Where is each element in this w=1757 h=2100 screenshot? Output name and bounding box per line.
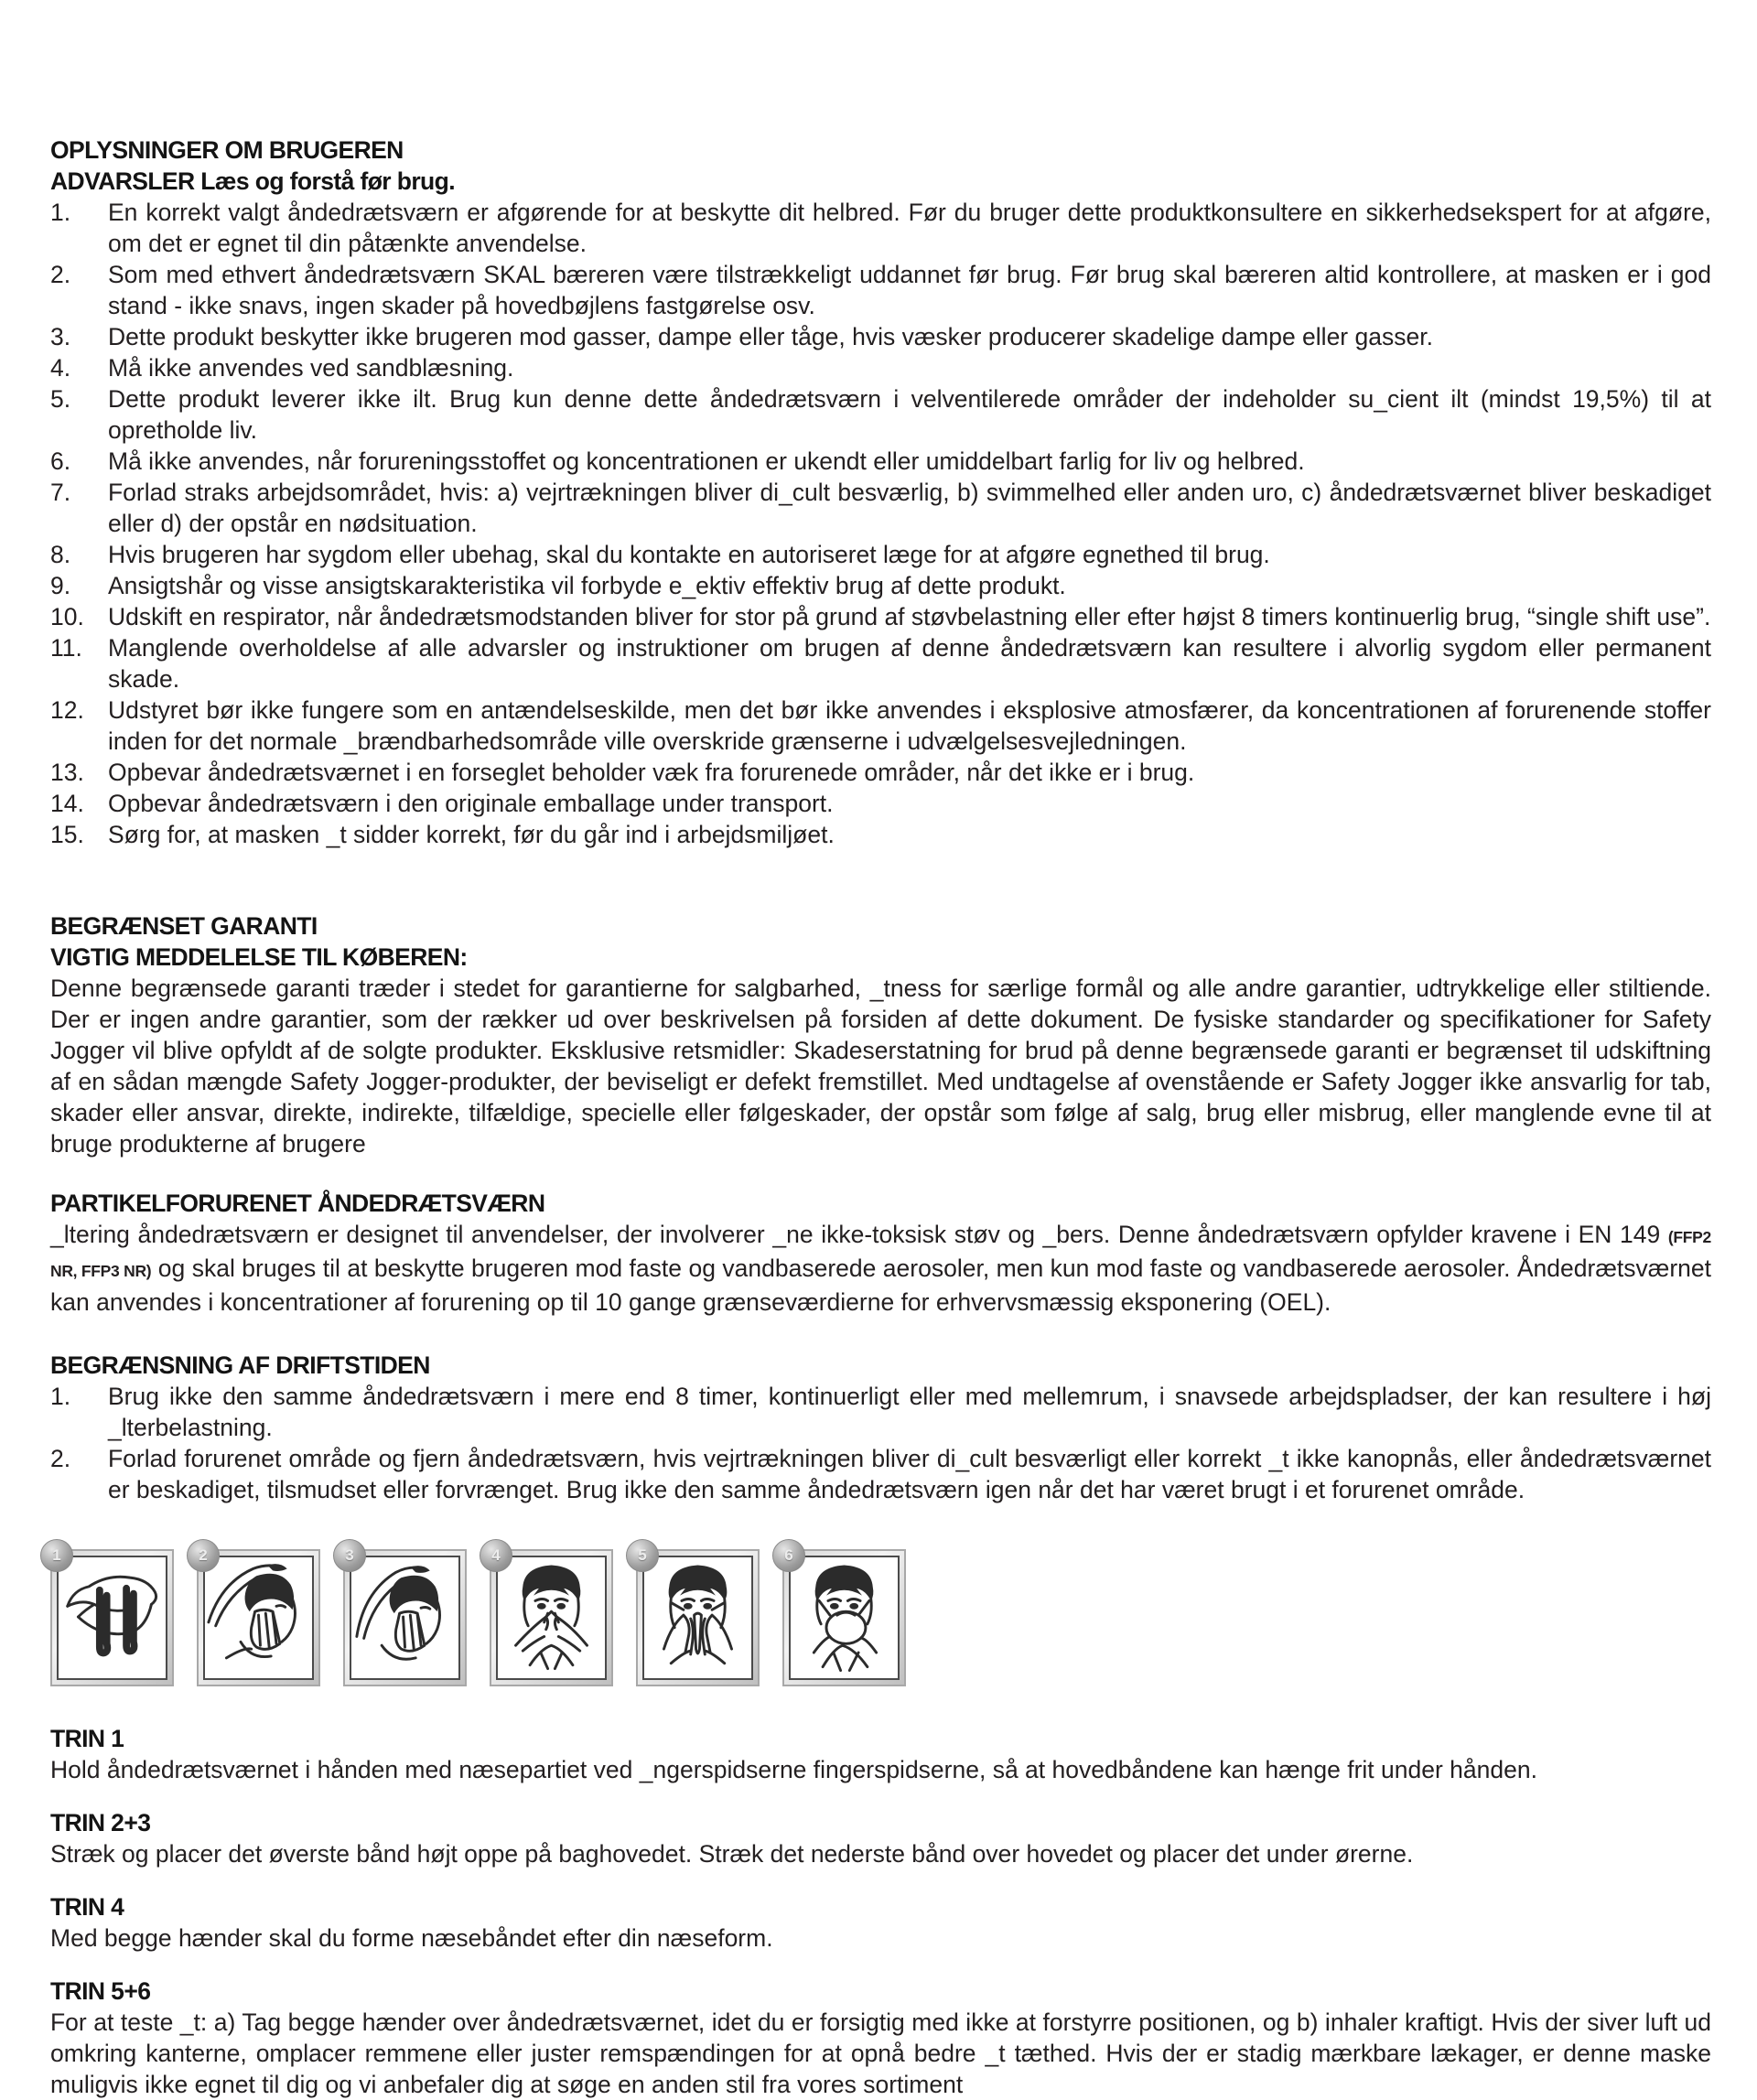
step-number-badge: 5 xyxy=(626,1539,659,1572)
list-item-text: Forlad straks arbejdsområdet, hvis: a) vejrtrækningen bliver di_cult besværlig, b) svimmelhed eller anden uro, c) åndedrætsværnet bliver beskadiget eller d) der opstår en nødsituation. xyxy=(108,479,1711,537)
list-item-number: 6. xyxy=(50,447,71,475)
list-item xyxy=(50,197,1711,259)
list-item xyxy=(50,788,1711,819)
warranty-subheading: VIGTIG MEDDELELSE TIL KØBEREN: xyxy=(50,943,468,971)
figure-step-6 xyxy=(782,1546,906,1686)
warnings-list xyxy=(50,197,1711,850)
list-item-number: 15. xyxy=(50,821,84,848)
list-item xyxy=(50,477,1711,539)
figure-step-4 xyxy=(490,1546,613,1686)
section-limitation xyxy=(50,1350,1711,1505)
step-number-badge: 4 xyxy=(480,1539,512,1572)
list-item-number: 1. xyxy=(50,1383,71,1410)
document-page xyxy=(50,135,1711,2100)
limitation-list xyxy=(50,1381,1711,1505)
trin-4-heading: TRIN 4 xyxy=(50,1893,124,1921)
list-item-text: Forlad forurenet område og fjern åndedrætsværn, hvis vejrtrækningen bliver di_cult besværligt eller korrekt _t ikke kanopnås, eller åndedrætsværnet er beskadiget, tilsmudset eller forvrænget. Brug ikke den samme åndedrætsværn igen når det har været brugt i et forurenet område. xyxy=(108,1445,1711,1503)
pull-bottom-strap-icon xyxy=(351,1557,458,1678)
list-item-number: 2. xyxy=(50,1445,71,1472)
trin-2-3-heading: TRIN 2+3 xyxy=(50,1809,151,1836)
list-item xyxy=(50,321,1711,352)
figure-step-1 xyxy=(50,1546,174,1686)
list-item-text: Hvis brugeren har sygdom eller ubehag, skal du kontakte en autoriseret læge for at afgøre egnethed til brug. xyxy=(108,541,1270,568)
list-item-text: Ansigtshår og visse ansigtskarakteristika vil forbyde e_ektiv effektiv brug af dette produkt. xyxy=(108,572,1066,599)
section-heading-user-info: OPLYSNINGER OM BRUGEREN xyxy=(50,136,404,164)
list-item-text: Sørg for, at masken _t sidder korrekt, før du går ind i arbejdsmiljøet. xyxy=(108,821,835,848)
step-number-badge: 2 xyxy=(187,1539,220,1572)
step-number-badge: 1 xyxy=(40,1539,73,1572)
trin-5-6-body: For at teste _t: a) Tag begge hænder over åndedrætsværnet, idet du er forsigtig med ikke at forstyrre positionen, og b) inhaler kraftigt. Hvis der siver luft ud omkring kanterne, omplacer remmene eller juster remspændingen for at opnå bedre _t tæthed. Hvis der er stadig mærkbare lækager, er denne maske muligvis ikke egnet til dig og vi anbefaler dig at søge en anden stil fra vores sortiment xyxy=(50,2008,1711,2098)
list-item xyxy=(50,601,1711,632)
pull-top-strap-icon xyxy=(205,1557,312,1678)
section-trin-1 xyxy=(50,1723,1711,1785)
list-item-number: 14. xyxy=(50,790,84,817)
section-particle xyxy=(50,1188,1711,1318)
warranty-heading: BEGRÆNSET GARANTI xyxy=(50,912,318,940)
list-item-number: 12. xyxy=(50,696,84,724)
trin-4-body: Med begge hænder skal du forme næsebåndet efter din næseform. xyxy=(50,1924,773,1952)
list-item xyxy=(50,383,1711,446)
list-item-number: 1. xyxy=(50,199,71,226)
list-item-text: Udskift en respirator, når åndedrætsmodstanden bliver for stor på grund af støvbelastning eller efter højst 8 timers kontinuerlig brug, “single shift use”. xyxy=(108,603,1711,630)
list-item xyxy=(50,695,1711,757)
trin-2-3-body: Stræk og placer det øverste bånd højt oppe på baghovedet. Stræk det nederste bånd over hovedet og placer det under ørerne. xyxy=(50,1840,1414,1868)
limitation-heading: BEGRÆNSNING AF DRIFTSTIDEN xyxy=(50,1352,430,1379)
particle-heading: PARTIKELFORURENET ÅNDEDRÆTSVÆRN xyxy=(50,1190,545,1217)
trin-5-6-heading: TRIN 5+6 xyxy=(50,1977,151,2005)
figure-step-2 xyxy=(197,1546,320,1686)
section-trin-4 xyxy=(50,1891,1711,1954)
list-item-text: Dette produkt beskytter ikke brugeren mod gasser, dampe eller tåge, hvis væsker producerer skadelige dampe eller gasser. xyxy=(108,323,1433,350)
particle-body xyxy=(50,1219,1711,1318)
list-item xyxy=(50,570,1711,601)
warranty-body: Denne begrænsede garanti træder i stedet for garantierne for salgbarhed, _tness for særlige formål og alle andre garantier, udtrykkelige eller stiltiende. Der er ingen andre garantier, som der rækker ud over beskrivelsen på forsiden af dette dokument. De fysiske standarder og specifikationer for Safety Jogger vil blive opfyldt af de solgte produkter. Eksklusive retsmidler: Skadeserstatning for brud på denne begrænsede garanti er begrænset til udskiftning af en sådan mængde Safety Jogger-produkter, der beviseligt er defekt fremstillet. Med undtagelse af ovenstående er Safety Jogger ikke ansvarlig for tab, skader eller ansvar, direkte, indirekte, tilfældige, specielle eller følgeskader, der opstår som følge af salg, brug eller misbrug, eller manglende evne til at bruge produkterne af brugere xyxy=(50,975,1711,1158)
list-item-text: Udstyret bør ikke fungere som en antændelseskilde, men det bør ikke anvendes i eksplosive atmosfærer, da koncentrationen af forurenende stoffer inden for det normale _brændbarhedsområde ville overskride grænserne i udvælgelsesvejledningen. xyxy=(108,696,1711,755)
list-item-number: 11. xyxy=(50,634,82,662)
list-item-text: Manglende overholdelse af alle advarsler og instruktioner om brugen af denne åndedrætsværn kan resultere i alvorlig sygdom eller permanent skade. xyxy=(108,634,1711,693)
list-item-number: 9. xyxy=(50,572,71,599)
list-item-number: 5. xyxy=(50,385,71,413)
list-item xyxy=(50,632,1711,695)
step-number-badge: 3 xyxy=(333,1539,366,1572)
particle-body-part1: _ltering åndedrætsværn er designet til anvendelser, der involverer _ne ikke-toksisk støv og _bers. Denne åndedrætsværn opfylder kravene i EN 149 xyxy=(50,1221,1668,1248)
list-item xyxy=(50,539,1711,570)
list-item xyxy=(50,1443,1711,1505)
pinch-noseband-icon xyxy=(498,1557,605,1678)
figure-step-3 xyxy=(343,1546,467,1686)
section-trin-2-3 xyxy=(50,1807,1711,1869)
section-trin-5-6 xyxy=(50,1976,1711,2100)
particle-body-part2: og skal bruges til at beskytte brugeren mod faste og vandbaserede aerosoler, men kun mod faste og vandbaserede aerosoler. Åndedrætsværnet kan anvendes i koncentrationer af forurening op til 10 gange grænseværdierne for erhvervsmæssig eksponering (OEL). xyxy=(50,1255,1711,1316)
list-item-number: 8. xyxy=(50,541,71,568)
list-item-number: 2. xyxy=(50,261,71,288)
check-seal-icon xyxy=(644,1557,751,1678)
list-item-number: 3. xyxy=(50,323,71,350)
mask-fitted-icon xyxy=(791,1557,898,1678)
list-item-text: Opbevar åndedrætsværnet i en forseglet beholder væk fra forurenede områder, når det ikke er i brug. xyxy=(108,759,1195,786)
step-number-badge: 6 xyxy=(772,1539,805,1572)
list-item xyxy=(50,259,1711,321)
trin-1-heading: TRIN 1 xyxy=(50,1725,124,1752)
en149-class-note: (FFP2 NR, FFP3 NR) xyxy=(50,1228,1711,1280)
list-item-text: Opbevar åndedrætsværn i den originale emballage under transport. xyxy=(108,790,834,817)
list-item-text: Må ikke anvendes, når forureningsstoffet og koncentrationen er ukendt eller umiddelbart farlig for liv og helbred. xyxy=(108,447,1305,475)
list-item-text: En korrekt valgt åndedrætsværn er afgørende for at beskytte dit helbred. Før du bruger dette produktkonsultere en sikkerhedsekspert for at afgøre, om det er egnet til din påtænkte anvendelse. xyxy=(108,199,1711,257)
list-item-text: Brug ikke den samme åndedrætsværn i mere end 8 timer, kontinuerligt eller med mellemrum, i snavsede arbejdspladser, der kan resultere i høj _lterbelastning. xyxy=(108,1383,1711,1441)
mask-in-hand-icon xyxy=(59,1557,166,1678)
list-item xyxy=(50,819,1711,850)
section-warranty xyxy=(50,910,1711,1159)
list-item-text: Må ikke anvendes ved sandblæsning. xyxy=(108,354,514,382)
list-item xyxy=(50,352,1711,383)
donning-steps-figures xyxy=(50,1546,1711,1703)
list-item-text: Som med ethvert åndedrætsværn SKAL bæreren være tilstrækkeligt uddannet før brug. Før brug skal bæreren altid kontrollere, at masken er i god stand - ikke snavs, ingen skader på hovedbøjlens fastgørelse osv. xyxy=(108,261,1711,319)
list-item xyxy=(50,757,1711,788)
list-item-number: 13. xyxy=(50,759,84,786)
trin-1-body: Hold åndedrætsværnet i hånden med næsepartiet ved _ngerspidserne fingerspidserne, så at hovedbåndene kan hænge frit under hånden. xyxy=(50,1756,1537,1783)
list-item-text: Dette produkt leverer ikke ilt. Brug kun denne dette åndedrætsværn i velventilerede områder der indeholder su_cient ilt (mindst 19,5%) til at opretholde liv. xyxy=(108,385,1711,444)
list-item-number: 10. xyxy=(50,603,84,630)
figure-step-5 xyxy=(636,1546,760,1686)
list-item-number: 4. xyxy=(50,354,71,382)
list-item-number: 7. xyxy=(50,479,71,506)
section-subheading-warnings: ADVARSLER Læs og forstå før brug. xyxy=(50,167,455,195)
list-item xyxy=(50,1381,1711,1443)
list-item xyxy=(50,446,1711,477)
